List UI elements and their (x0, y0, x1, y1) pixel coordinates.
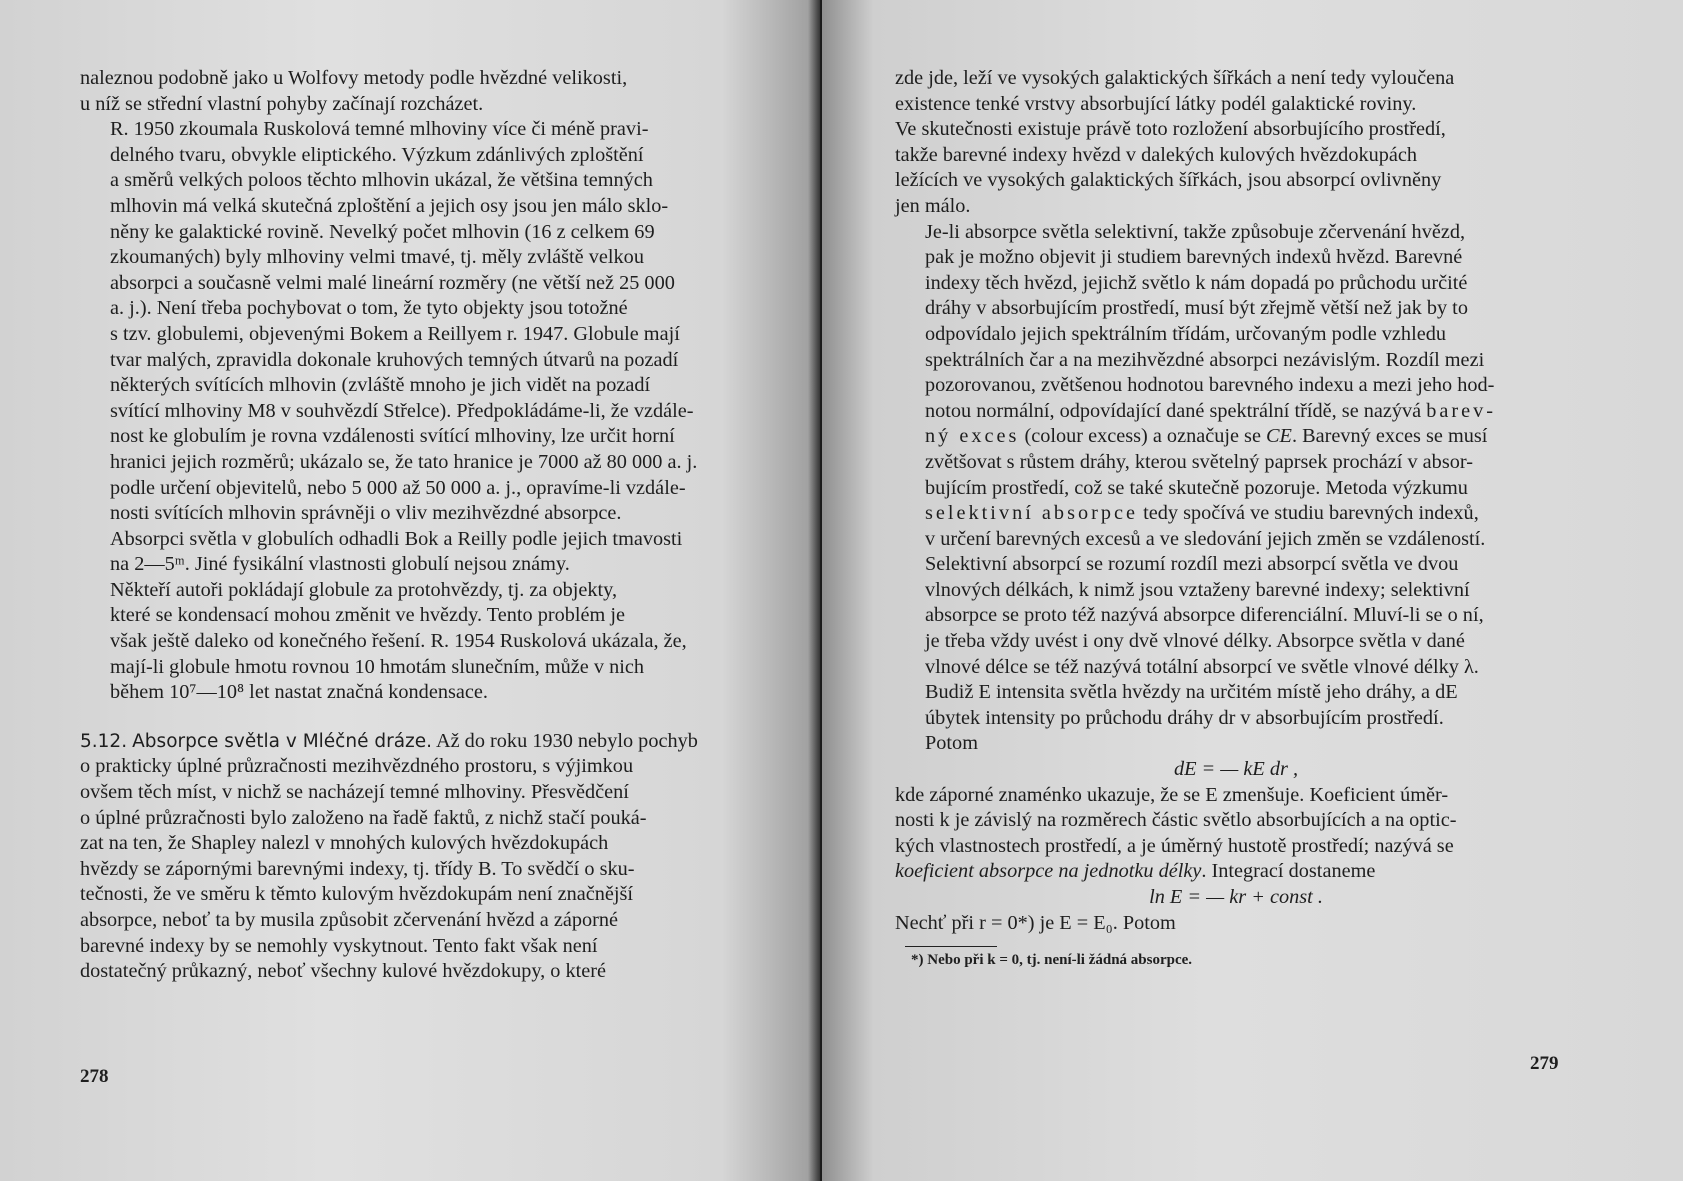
equation-2: ln E = — kr + const . (1149, 886, 1323, 908)
right-paragraph-3: Budiž E intensita světla hvězdy na určitém místě jeho dráhy, a dE úbytek intensity po průchodu dráhy dr v absorbujícím prostředí. Potom (925, 681, 1458, 755)
left-page-text (80, 66, 750, 985)
ce-symbol: CE (1266, 425, 1292, 448)
right-paragraph-1: zde jde, leží ve vysokých galaktických šířkách a není tedy vyloučena existence tenké vrstvy absorbující látky podél galaktické roviny. Ve skutečnosti existuje právě toto rozložení absorbujícího prostředí, takže barevné indexy hvězd v dalekých kulových hvězdokupách ležících ve vysokých galaktických šířkách, jsou absorpcí ovlivněny jen málo. (895, 67, 1455, 217)
section-title: Absorpce světla v Mléčné dráze. (132, 730, 433, 752)
footnote-rule (905, 946, 997, 947)
left-paragraph-1: naleznou podobně jako u Wolfovy metody podle hvězdné velikosti, u níž se střední vlastní pohyby začínají rozcházet. (80, 67, 628, 115)
term-koeficient-absorpce: koeficient absorpce na jednotku délky (895, 860, 1202, 883)
page-number-right: 279 (1530, 1053, 1559, 1074)
term-barevny-exces: barev- (1426, 399, 1497, 422)
footnote: *) Nebo při k = 0, tj. není-li žádná absorpce. (911, 952, 1193, 969)
equation-1: dE = — kE dr , (1173, 758, 1299, 781)
term-selektivni-absorpce: selektivní absorpce (925, 502, 1139, 525)
page-number-left: 278 (80, 1066, 109, 1087)
right-paragraph-2: Je-li absorpce světla selektivní, takže způsobuje zčervenání hvězd, pak je možno objevit ji studiem barevných indexů hvězd. Barevné indexy těch hvězd, jejichž světlo k nám dopadá po průchodu určité dráhy v absorbujícím prostředí, musí být zřejmě větší než jak by to odpovídalo jejich spektrálním třídám, určovaným podle vzhledu spektrálních čar a na mezihvězdné absorpci nezávislým. Rozdíl mezi pozorovanou, zvětšenou hodnotou barevného indexu a mezi jeho hod- notou normální, odpovídající dané spektrální třídě, se nazývá barev- ný exces (colour excess) a označuje se CE. Barevný exces se musí zvětšovat s růstem dráhy, kterou světelný paprsek prochází v absor- bujícím prostředí, což se také skutečně pozoruje. Metoda výzkumu selektivní absorpce tedy spočívá ve studiu barevných indexů, v určení barevných excesů a ve sledování jejich změn se vzdáleností. Selektivní absorpcí se rozumí rozdíl mezi absorpcí světla ve dvou vlnových délkách, k nimž jsou vztaženy barevné indexy; selektivní absorpce se proto též nazývá absorpce diferenciální. Mluví-li se o ní, je třeba vždy uvést i ony dvě vlnové délky. Absorpce světla v dané vlnové délce se též nazývá totální absorpcí ve světle vlnové délky λ. (925, 220, 1497, 678)
section-5-12: 5.12. Absorpce světla v Mléčné dráze. Až do roku 1930 nebylo pochyb o prakticky úplné průzračnosti mezihvězdného prostoru, s výjimkou ovšem těch míst, v nichž se nacházejí temné mlhoviny. Přesvědčení o úplné průzračnosti bylo založeno na řadě faktů, z nichž stačí pouká- zat na ten, že Shapley nalezl v mnohých kulových hvězdokupách hvězdy se zápornými barevnými indexy, tj. třídy B. To svědčí o sku- tečnosti, že ve směru k těmto kulovým hvězdokupám není značnější absorpce, neboť ta by musila způsobit zčervenání hvězd a záporné barevné indexy by se nemohly vyskytnout. Tento fakt však není dostatečný průkazný, neboť všechny kulové hvězdokupy, o které (80, 729, 698, 983)
section-number: 5.12. (80, 730, 128, 752)
right-paragraph-4: kde záporné znaménko ukazuje, že se E zmenšuje. Koeficient úměr- nosti k je závislý na rozměrech částic světlo absorbujících a na optic- kých vlastnostech prostředí, a je úměrný hustotě prostředí; nazývá se koeficient absorpce na jednotku délky. Integrací dostaneme (895, 783, 1457, 883)
right-page (822, 0, 1683, 1181)
right-page-text (895, 66, 1577, 969)
right-paragraph-5: Nechť při r = 0*) je E = E₀. Potom (895, 911, 1176, 934)
left-paragraph-2: R. 1950 zkoumala Ruskolová temné mlhoviny více či méně pravi- delného tvaru, obvykle eliptického. Výzkum zdánlivých zploštění a směrů velkých poloos těchto mlhovin ukázal, že většina temných mlhovin má velká skutečná zploštění a jejich osy jsou jen málo sklo- něny ke galaktické rovině. Nevelký počet mlhovin (16 z celkem 69 zkoumaných) byly mlhoviny velmi tmavé, tj. měly zvláště velkou absorpci a současně velmi malé lineární rozměry (ne větší než 25 000 a. j.). Není třeba pochybovat o tom, že tyto objekty jsou totožné s tzv. globulemi, objevenými Bokem a Reillyem r. 1947. Globule mají tvar malých, zpravidla dokonale kruhových temných útvarů na pozadí některých svítících mlhovin (zvláště mnoho je jich vidět na pozadí svítící mlhoviny M8 v souhvězdí Střelce). Předpokládáme-li, že vzdále- nost ke globulím je rovna vzdálenosti svítící mlhoviny, lze určit horní hranici jejich rozměrů; ukázalo se, že tato hranice je 7000 až 80 000 a. j. podle určení objevitelů, nebo 5 000 až 50 000 a. j., opravíme-li vzdále- nosti svítících mlhovin správněji o vliv mezihvězdné absorpce. Absorpci světla v globulích odhadli Bok a Reilly podle jejich tmavosti na 2—5ᵐ. Jiné fysikální vlastnosti globulí nejsou známy. (110, 118, 698, 576)
left-paragraph-3: Někteří autoři pokládají globule za protohvězdy, tj. za objekty, které se kondensací mohou změnit ve hvězdy. Tento problém je však ještě daleko od konečného řešení. R. 1954 Ruskolová ukázala, že, mají-li globule hmotu rovnou 10 hmotám slunečním, může v nich během 10⁷—10⁸ let nastat značná kondensace. (110, 578, 687, 704)
left-page (0, 0, 820, 1181)
